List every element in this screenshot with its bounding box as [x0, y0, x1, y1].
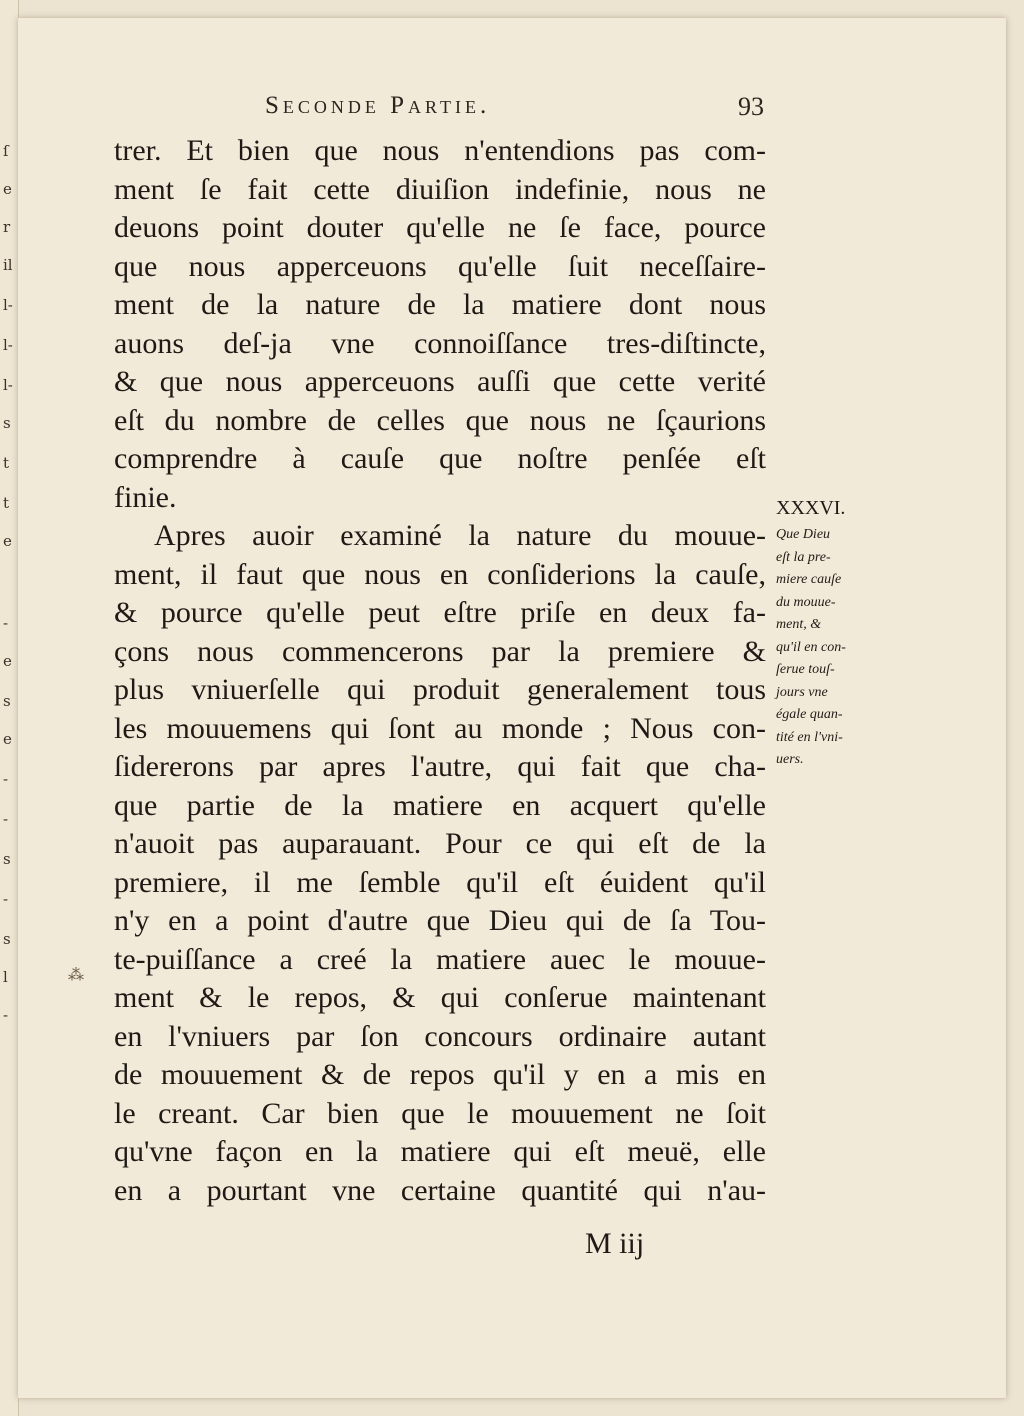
text-line: eſt du nombre de celles que nous ne ſçaurions	[114, 403, 766, 437]
edge-letter: e	[3, 180, 12, 198]
paragraph-start-line: Apres auoir examiné la nature du mouue-	[154, 519, 766, 552]
text-line: ment de la nature de la matiere dont nous	[114, 288, 766, 321]
text-line: & pource qu'elle peut eſtre priſe en deux fa-	[114, 596, 766, 629]
margin-note-line: uers.	[776, 752, 804, 767]
margin-note	[776, 494, 886, 772]
margin-note-line: miere cauſe	[776, 572, 842, 587]
text-line: ment, il faut que nous en conſiderions la cauſe,	[114, 557, 766, 591]
text-line: deuons point douter qu'elle ne ſe face, pource	[114, 211, 766, 244]
text-line: comprendre à cauſe que noſtre penſée eſt	[114, 442, 766, 475]
margin-note-line: tité en l'vni-	[776, 729, 843, 745]
margin-note-line: Que Dieu	[776, 527, 831, 542]
edge-letter: t	[3, 454, 10, 472]
text-line: en a pourtant vne certaine quantité qui n'au-	[114, 1173, 766, 1207]
text-line: n'auoit pas auparauant. Pour ce qui eſt de la	[114, 827, 766, 860]
edge-letter: l-	[3, 376, 13, 394]
edge-letter: il	[3, 256, 13, 274]
text-line: plus vniuerſelle qui produit generalement tous	[114, 673, 766, 706]
edge-letter: l-	[3, 296, 13, 314]
margin-note-line: ment, &	[776, 617, 822, 632]
edge-letter: -	[3, 614, 9, 632]
edge-letter: e	[3, 730, 12, 748]
text-line: & que nous apperceuons auſſi que cette verité	[114, 365, 766, 398]
text-line: les mouuemens qui ſont au monde ; Nous con-	[114, 711, 766, 745]
margin-note-line: eſt la pre-	[776, 549, 831, 565]
edge-letter: s	[3, 692, 11, 710]
text-line: de mouuement & de repos qu'il y en a mis en	[114, 1058, 766, 1091]
edge-letter: -	[3, 770, 9, 788]
edge-letter: -	[3, 890, 9, 908]
edge-letter: -	[3, 1006, 9, 1024]
text-line: n'y en a point d'autre que Dieu qui de ſa Tou-	[114, 904, 766, 937]
text-line: le creant. Car bien que le mouuement ne ſoit	[114, 1096, 766, 1130]
text-line: trer. Et bien que nous n'entendions pas com-	[114, 134, 766, 167]
text-line: que partie de la matiere en acquert qu'elle	[114, 788, 766, 822]
edge-letter: s	[3, 850, 11, 868]
text-line: auons deſ-ja vne connoiſſance tres-diſtincte,	[114, 326, 766, 360]
edge-letter: ſ	[3, 142, 9, 160]
margin-note-number: XXXVI.	[776, 497, 846, 519]
text-line: ment ſe fait cette diuiſion indefinie, nous ne	[114, 172, 766, 206]
text-line: te-puiſſance a creé la matiere auec le mouue-	[114, 942, 766, 976]
margin-note-line: du mouue-	[776, 594, 836, 610]
edge-letter: t	[3, 494, 10, 512]
edge-letter: l-	[3, 336, 13, 354]
text-line: en l'vniuers par ſon concours ordinaire autant	[114, 1019, 766, 1053]
edge-letter: r	[3, 218, 11, 236]
previous-page-edge	[0, 0, 19, 1416]
text-line: çons nous commencerons par la premiere &	[114, 634, 766, 668]
text-line: premiere, il me ſemble qu'il eſt éuident qu'il	[114, 865, 766, 899]
body-text	[114, 132, 766, 1210]
signature-mark: M iij	[585, 1227, 645, 1260]
text-line: qu'vne façon en la matiere qui eſt meuë, elle	[114, 1135, 766, 1168]
edge-letter: s	[3, 414, 11, 432]
edge-letter: e	[3, 652, 12, 670]
edge-letter: -	[3, 810, 9, 828]
text-line: ſidererons par apres l'autre, qui fait que cha-	[114, 750, 766, 783]
margin-note-line: ſerue touſ-	[776, 662, 835, 677]
edge-letter: s	[3, 930, 11, 948]
running-head: Seconde Partie.	[265, 92, 491, 119]
margin-note-line: qu'il en con-	[776, 639, 846, 655]
text-line: que nous apperceuons qu'elle ſuit neceſſaire-	[114, 249, 766, 283]
margin-note-line: jours vne	[776, 684, 828, 700]
edge-letter: e	[3, 532, 12, 550]
page-number: 93	[738, 92, 764, 121]
text-line: ment & le repos, & qui conſerue maintenant	[114, 981, 766, 1014]
margin-note-line: égale quan-	[776, 707, 843, 722]
edge-letter: l	[3, 968, 8, 986]
ink-stain-icon: ⁂	[68, 965, 84, 984]
text-line: finie.	[114, 480, 177, 514]
